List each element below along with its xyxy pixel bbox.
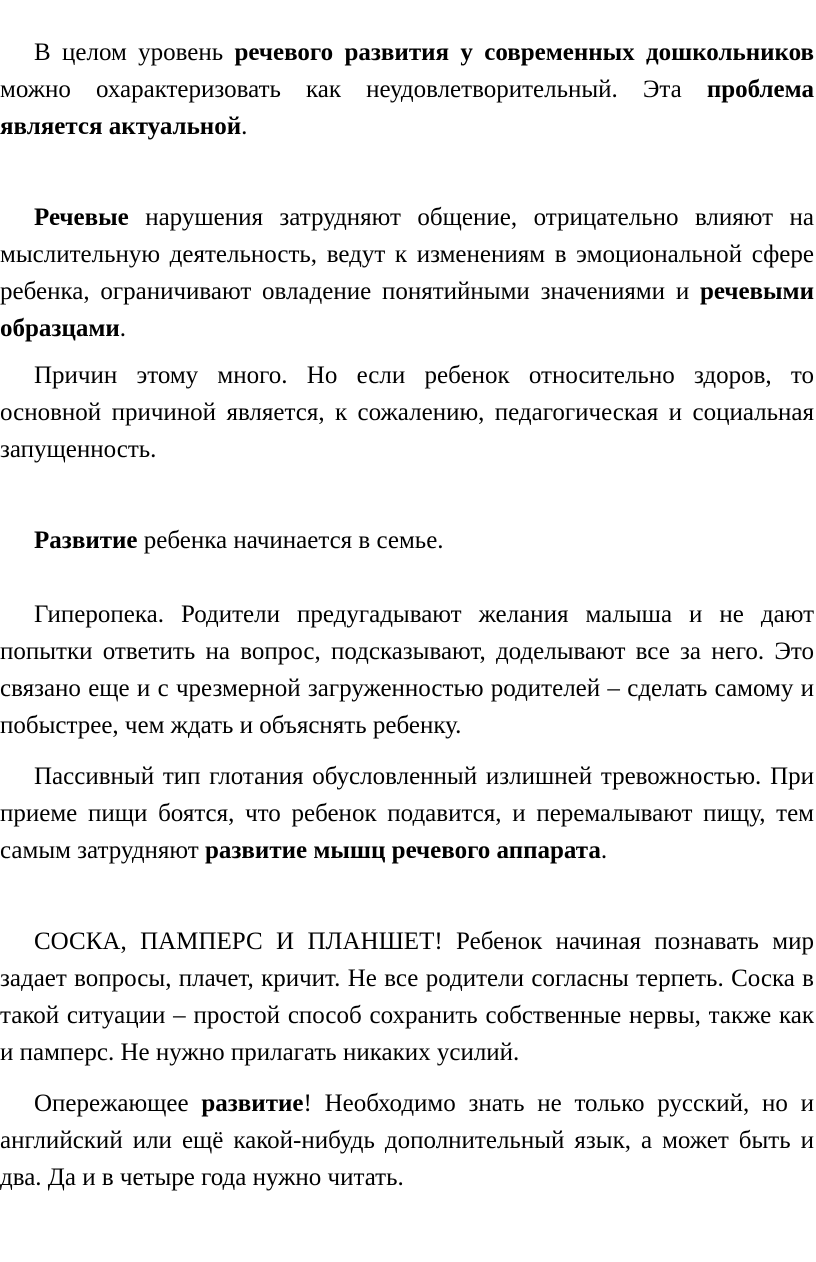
bold-run: развитие мышц речевого аппарата <box>204 837 601 864</box>
text-run: В целом уровень <box>34 39 235 66</box>
bold-run: Речевые <box>34 204 129 231</box>
text-run: Причин этому много. Но если ребенок относительно здоров, то основной причиной является, к сожалению, педагогическая и социальная запущенность. <box>0 362 814 463</box>
text-run: СОСКА, ПАМПЕРС И ПЛАНШЕТ! Ребенок начиная познавать мир задает вопросы, плачет, кричит. Не все родители согласны терпеть. Соска в такой ситуации – простой способ сохранить собственные нервы, также как и памперс. Не нужно прилагать никаких усилий. <box>0 928 814 1066</box>
bold-run: развитие <box>201 1090 304 1117</box>
paragraph-spacer <box>0 744 814 758</box>
text-run: ребенка начинается в семье. <box>137 527 444 554</box>
text-run: Гиперопека. Родители предугадывают желания малыша и не дают попытки ответить на вопрос, подсказывают, доделывают все за него. Это связано еще и с чрезмерной загруженностью родителей – сделать самому и побыстрее, чем ждать и объяснять ребенку. <box>0 601 814 739</box>
text-run: . <box>119 315 127 342</box>
bold-run: речевого развития у современных дошкольников <box>234 39 814 66</box>
text-run: . <box>600 837 608 864</box>
text-run: . <box>241 113 248 140</box>
paragraph-spacer <box>0 1071 814 1085</box>
text-run: Опережающее <box>34 1090 202 1117</box>
paragraph-8 <box>0 1085 814 1196</box>
paragraph-spacer <box>0 559 814 596</box>
paragraph-spacer <box>0 869 814 923</box>
text-run: ! Необходимо знать не только русский, но и английский или ещё какой-нибудь дополнительный язык, а может быть и два. Да и в четыре года нужно читать. <box>0 1090 814 1191</box>
bold-run: проблема является актуальной <box>0 76 814 140</box>
paragraph-3 <box>0 357 814 468</box>
paragraph-spacer <box>0 145 814 199</box>
paragraph-7 <box>0 923 814 1071</box>
text-run: Пассивный тип глотания обусловленный излишней тревожностью. При приеме пищи боятся, что ребенок подавится, и перемалывают пищу, тем самым затрудняют <box>0 763 814 864</box>
paragraph-6 <box>0 758 814 869</box>
paragraph-1 <box>0 34 814 145</box>
paragraph-4 <box>0 522 814 559</box>
paragraph-5 <box>0 596 814 744</box>
text-run: можно охарактеризовать как неудовлетворительный. Эта <box>0 76 707 103</box>
paragraph-spacer <box>0 468 814 522</box>
bold-run: речевыми образцами <box>0 278 814 342</box>
paragraph-spacer <box>0 347 814 357</box>
text-run: нарушения затрудняют общение, отрицательно влияют на мыслительную деятельность, ведут к изменениям в эмоциональной сфере ребенка, ограничивают овладение понятийными значениями и <box>0 204 814 305</box>
paragraph-2 <box>0 199 814 347</box>
bold-run: Развитие <box>34 527 138 554</box>
